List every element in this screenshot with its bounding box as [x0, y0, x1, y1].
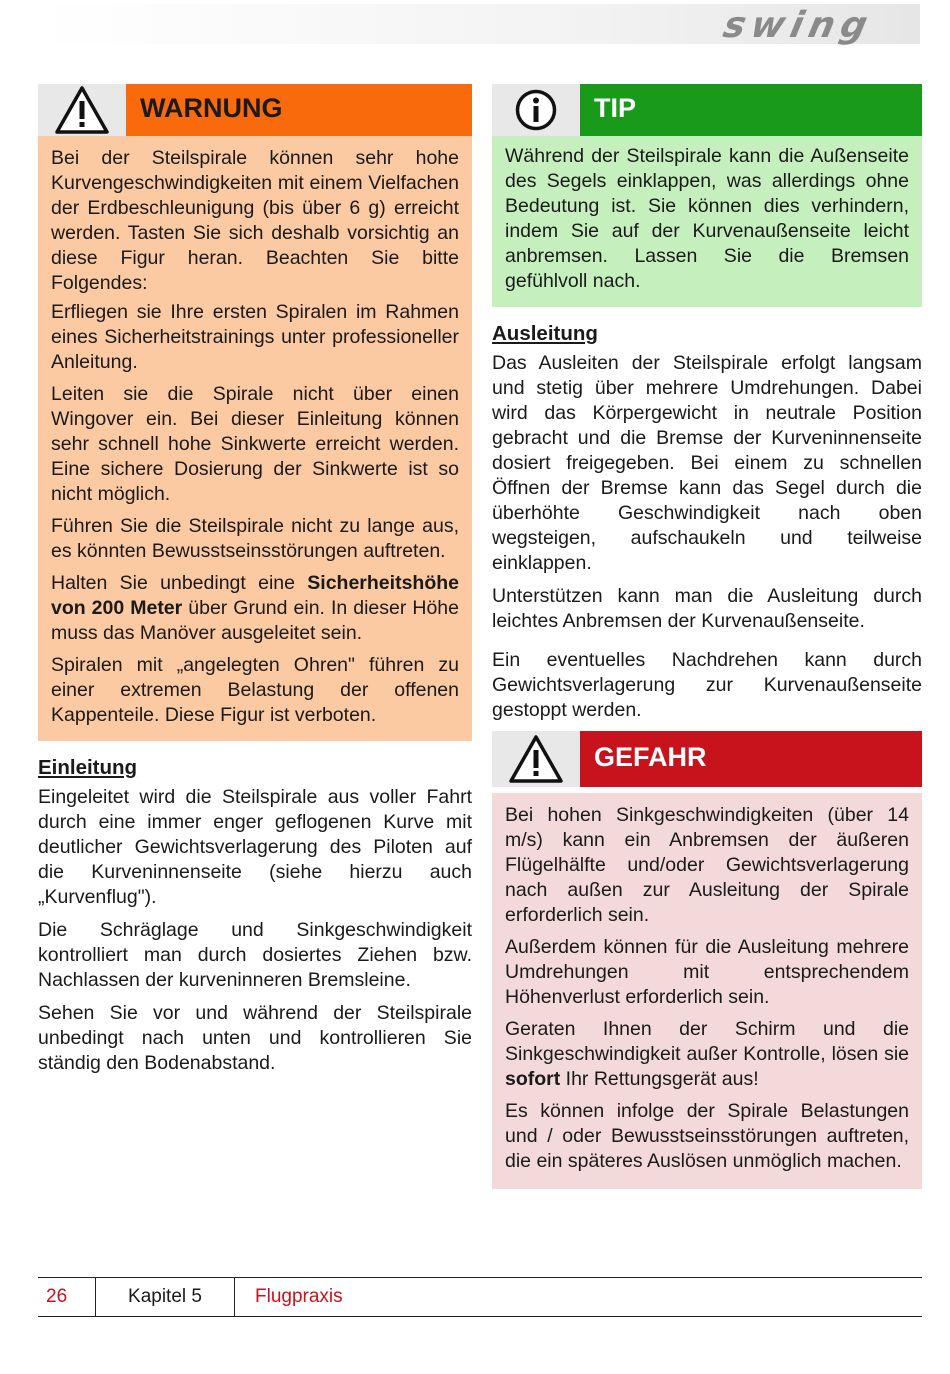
warning-box — [38, 84, 472, 741]
danger-paragraph: Es können infolge der Spirale Belastungen und / oder Bewusstseinsstörungen auftreten, die ein späteres Auslösen unmöglich machen. — [505, 1100, 909, 1172]
warning-paragraph-altitude — [51, 571, 459, 646]
tip-title: TIP — [580, 84, 922, 136]
ausleitung-heading: Ausleitung — [492, 322, 598, 345]
warning-title: WARNUNG — [126, 84, 472, 136]
einleitung-section — [38, 755, 472, 1076]
text-span: über Grund ein. In dieser Höhe muss das Manöver ausgeleitet sein. — [51, 597, 459, 644]
info-icon — [492, 84, 580, 136]
danger-box — [492, 731, 922, 1189]
left-column — [38, 84, 472, 1084]
warning-paragraph: Spiralen mit „angelegten Ohren" führen zu einer extremen Belastung der offenen Kappenteile. Diese Figur ist verboten. — [51, 654, 459, 726]
right-column — [492, 84, 922, 1189]
ausleitung-paragraph: Ein eventuelles Nachdrehen kann durch Gewichtsverlagerung zur Kurvenaußenseite gestoppt werden. — [492, 649, 922, 721]
ausleitung-paragraph: Unterstützen kann man die Ausleitung durch leichtes Anbremsen der Kurvenaußenseite. — [492, 585, 922, 632]
text-span: Halten Sie unbedingt eine — [51, 572, 308, 594]
danger-title: GEFAHR — [580, 731, 922, 787]
warning-paragraph: Bei der Steilspirale können sehr hohe Kurvengeschwindigkeiten mit einem Vielfachen der Erdbeschleunigung (bis über 6 g) erreicht werden. Tasten Sie sich deshalb vorsichtig an diese Figur heran. Beachten Sie bitte Folgendes: — [51, 147, 459, 294]
warning-paragraph: Führen Sie die Steilspirale nicht zu lange aus, es könnten Bewusstseinsstörungen auftreten. — [51, 515, 459, 562]
tip-box — [492, 84, 922, 307]
warning-triangle-icon — [492, 731, 580, 787]
page-footer — [38, 1277, 922, 1317]
danger-body — [492, 793, 922, 1189]
einleitung-paragraph: Sehen Sie vor und während der Steilspirale unbedingt nach unten und kontrollieren Sie ständig den Bodenabstand. — [38, 1002, 472, 1074]
bold-text: Sicherheitshöhe von 200 Meter — [51, 572, 459, 619]
bold-text: sofort — [505, 1068, 561, 1090]
warning-paragraph: Leiten sie die Spirale nicht über einen Wingover ein. Bei dieser Einleitung können sehr schnell hohe Sinkwerte erreicht werden. Eine sichere Dosierung der Sinkwerte ist so nicht möglich. — [51, 383, 459, 505]
danger-paragraph-rescue — [505, 1017, 909, 1092]
text-span: Geraten Ihnen der Schirm und die Sinkgeschwindigkeit außer Kontrolle, lösen sie — [505, 1018, 909, 1065]
einleitung-heading: Einleitung — [38, 756, 138, 779]
warning-paragraph: Erfliegen sie Ihre ersten Spiralen im Rahmen eines Sicherheitstrainings unter professioneller Anleitung. — [51, 301, 459, 373]
danger-paragraph: Außerdem können für die Ausleitung mehrere Umdrehungen mit entsprechendem Höhenverlust erforderlich sein. — [505, 936, 909, 1008]
ausleitung-paragraph: Das Ausleiten der Steilspirale erfolgt langsam und stetig über mehrere Umdrehungen. Dabei wird das Körpergewicht in neutrale Position gebracht und die Bremse der Kurveninnenseite dosiert freigegeben. Bei einem zu schnellen Öffnen der Bremse kann das Segel durch die überhöhte Geschwindigkeit nach oben wegsteigen, aufschaukeln und teilweise einklappen. — [492, 352, 922, 574]
danger-header — [492, 731, 922, 787]
chapter-label: Kapitel 5 — [96, 1278, 235, 1316]
tip-body — [492, 136, 922, 307]
tip-header — [492, 84, 922, 136]
einleitung-paragraph: Eingeleitet wird die Steilspirale aus voller Fahrt durch eine immer enger geflogenen Kurve mit deutlicher Gewichtsverlagerung des Piloten auf die Kurveninnenseite (siehe hierzu auch „Kurvenflug"). — [38, 786, 472, 908]
text-span: Ihr Rettungsgerät aus! — [560, 1068, 759, 1090]
einleitung-paragraph: Die Schräglage und Sinkgeschwindigkeit kontrolliert man durch dosiertes Ziehen bzw. Nachlassen der kurveninneren Bremsleine. — [38, 919, 472, 991]
page-number: 26 — [38, 1278, 96, 1316]
warning-triangle-icon — [38, 84, 126, 136]
warning-header — [38, 84, 472, 136]
ausleitung-section — [492, 321, 922, 723]
warning-body — [38, 136, 472, 741]
section-title: Flugpraxis — [255, 1286, 343, 1307]
tip-text: Während der Steilspirale kann die Außenseite des Segels einklappen, was allerdings ohne Bedeutung ist. Sie können dies verhindern, indem Sie auf der Kurvenaußenseite leicht anbremsen. Lassen Sie die Bremsen gefühlvoll nach. — [505, 145, 909, 292]
swing-logo: swing — [719, 5, 877, 46]
danger-paragraph: Bei hohen Sinkgeschwindigkeiten (über 14 m/s) kann ein Anbremsen der äußeren Flügelhälfte und/oder Gewichtsverlagerung nach außen zur Ausleitung der Spirale erforderlich sein. — [505, 804, 909, 926]
